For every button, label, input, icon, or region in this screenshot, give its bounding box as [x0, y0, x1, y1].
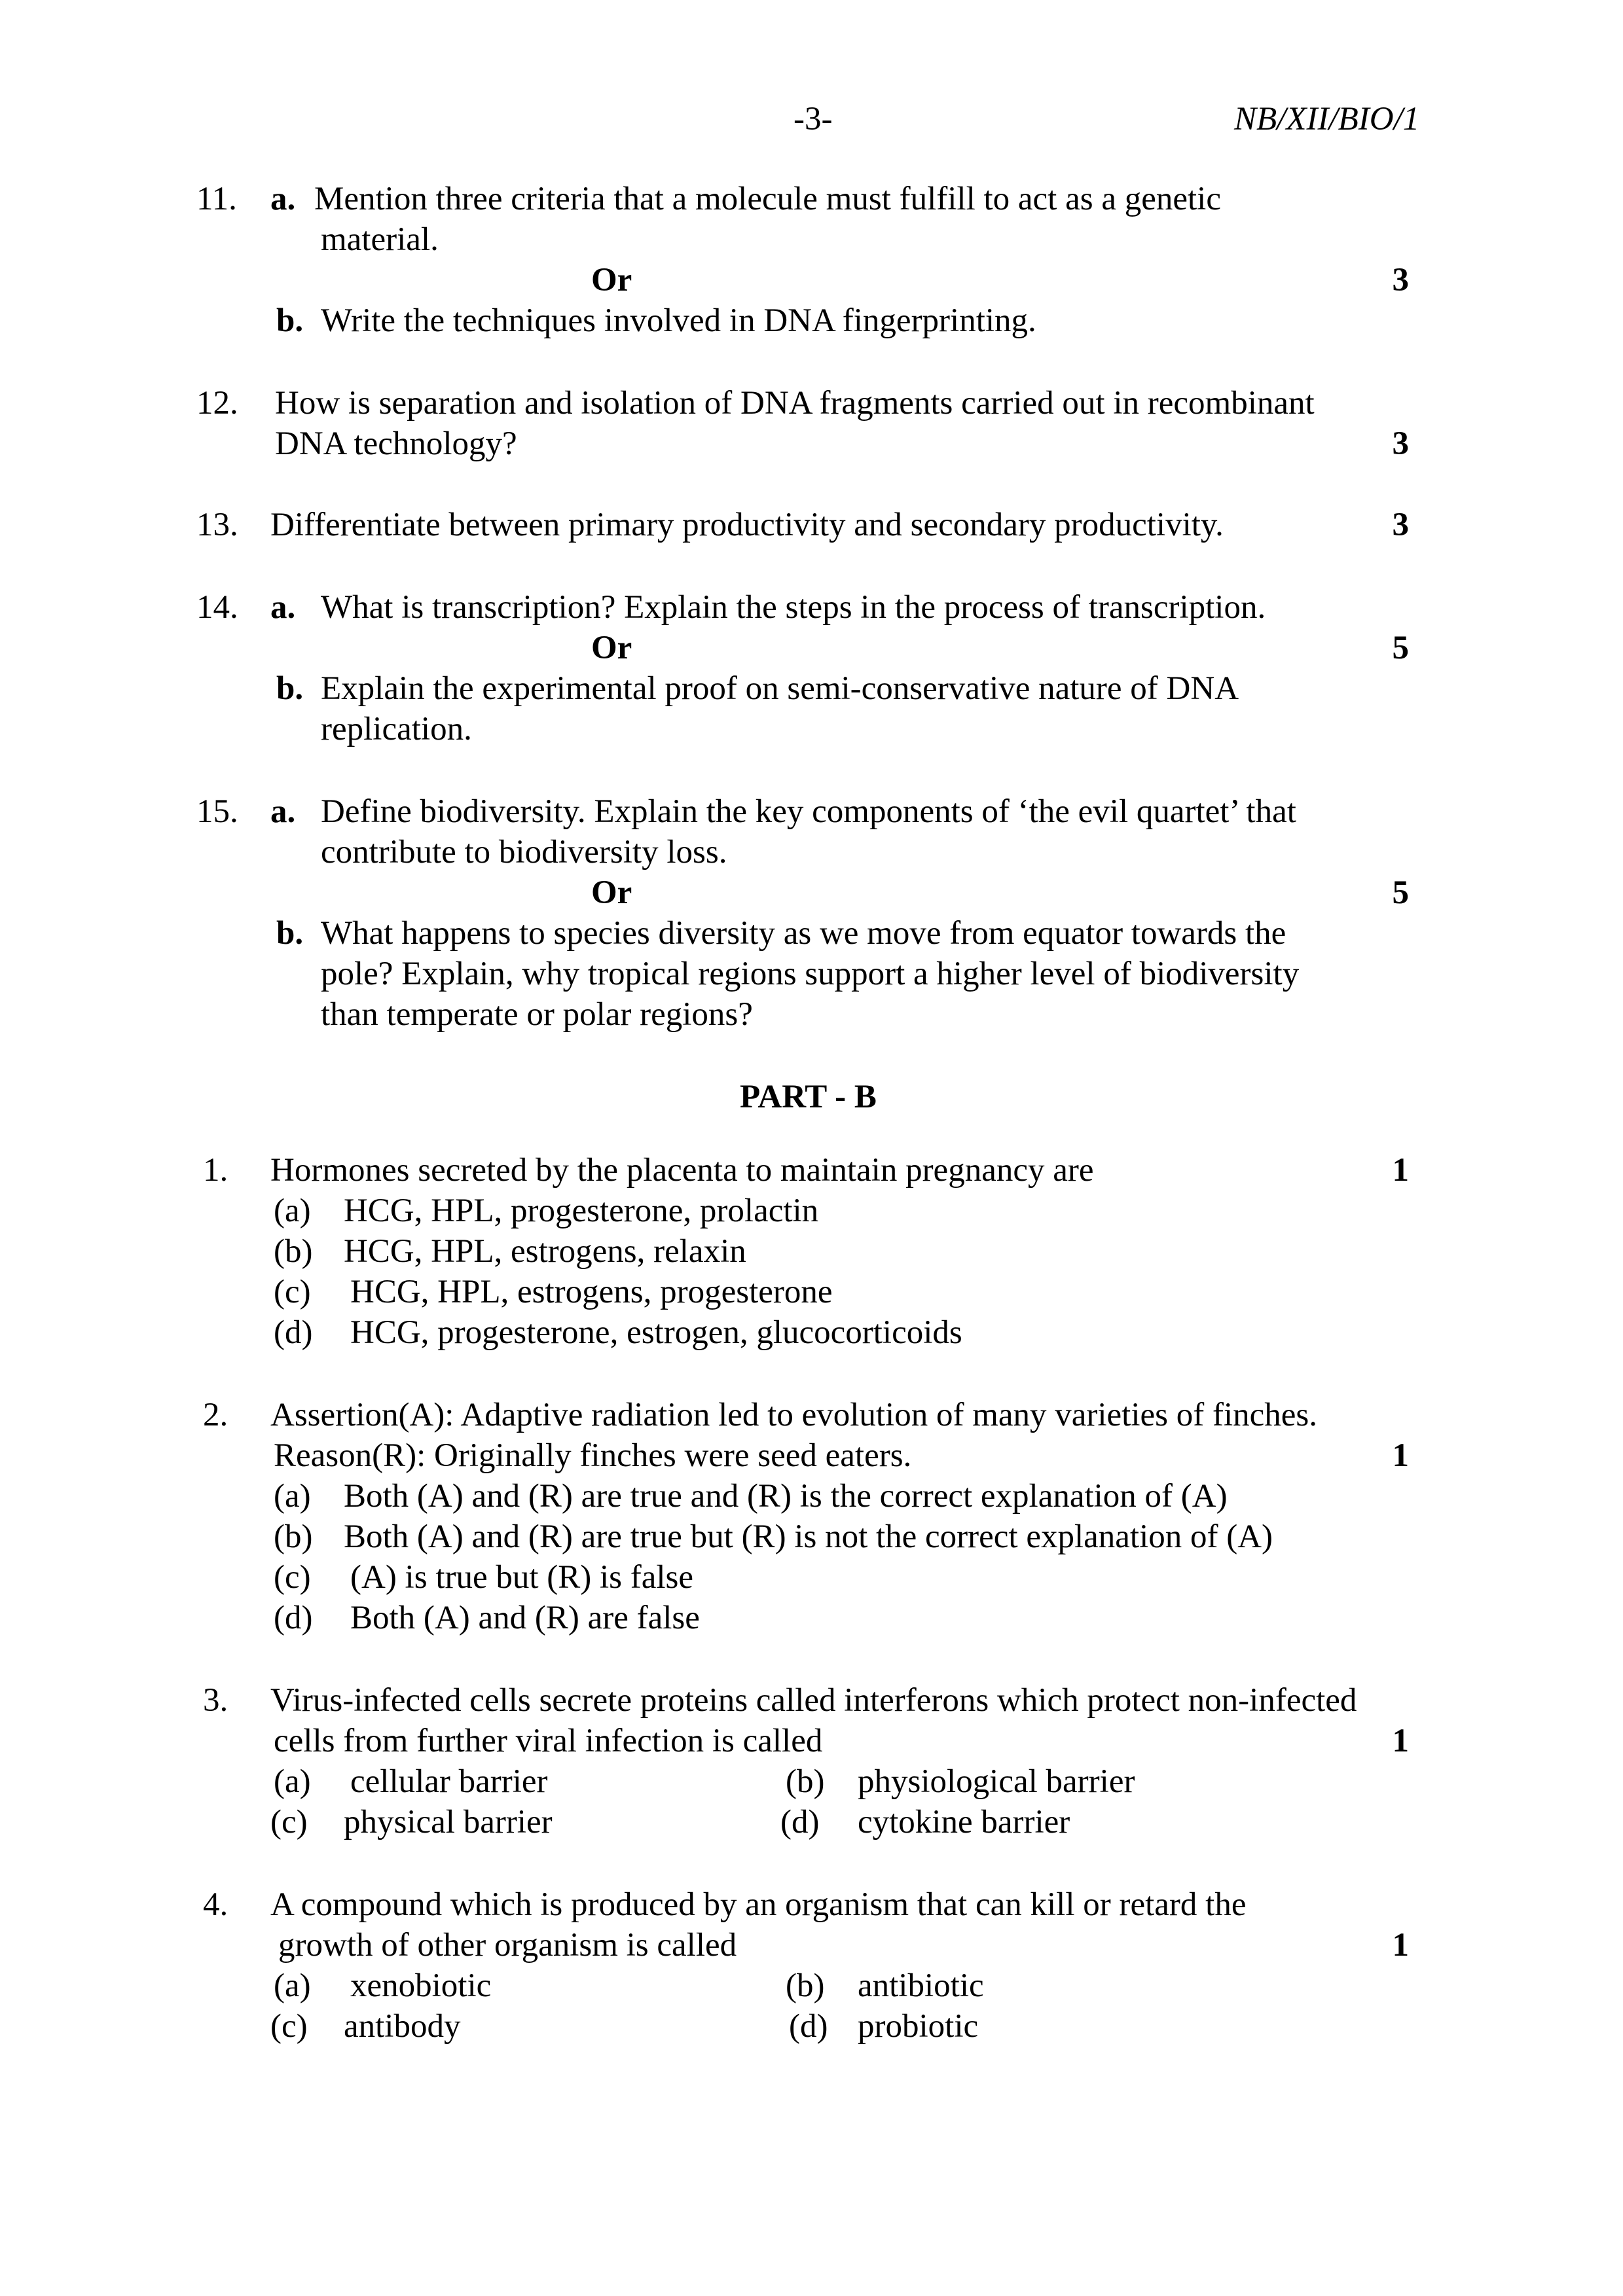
- option-text: antibiotic: [858, 1967, 984, 2004]
- option-label: (c): [274, 1559, 311, 1596]
- option-text: probiotic: [858, 2008, 979, 2045]
- option-text: Both (A) and (R) are true and (R) is the correct explanation of (A): [344, 1478, 1228, 1515]
- option-text: HCG, HPL, progesterone, prolactin: [344, 1193, 819, 1229]
- option-label: a.: [270, 589, 296, 626]
- option-label: (d): [274, 1600, 313, 1636]
- option-text: physiological barrier: [858, 1763, 1135, 1800]
- question-text: Write the techniques involved in DNA fingerprinting.: [321, 302, 1036, 339]
- section-title: PART - B: [740, 1079, 877, 1115]
- option-text: physical barrier: [344, 1804, 553, 1840]
- question-text: What happens to species diversity as we move from equator towards the: [321, 915, 1286, 952]
- option-label: (c): [274, 1274, 311, 1310]
- option-label: (b): [786, 1763, 825, 1800]
- marks: 1: [1392, 1152, 1409, 1189]
- marks: 1: [1392, 1437, 1409, 1474]
- question-number: 13.: [196, 507, 238, 543]
- option-label: a.: [270, 793, 296, 830]
- option-text: HCG, HPL, estrogens, relaxin: [344, 1233, 746, 1270]
- question-text: What is transcription? Explain the steps in the process of transcription.: [321, 589, 1266, 626]
- question-number: 1.: [203, 1152, 228, 1189]
- marks: 5: [1392, 630, 1409, 666]
- option-text: Both (A) and (R) are true but (R) is not the correct explanation of (A): [344, 1518, 1273, 1555]
- option-label: (c): [270, 1804, 308, 1840]
- paper-code: NB/XII/BIO/1: [1234, 101, 1420, 137]
- marks: 1: [1392, 1927, 1409, 1964]
- option-label: (a): [274, 1967, 311, 2004]
- question-number: 4.: [203, 1886, 228, 1923]
- or-label: Or: [591, 262, 632, 298]
- or-label: Or: [591, 630, 632, 666]
- marks: 3: [1392, 262, 1409, 298]
- page-number: -3-: [793, 101, 833, 137]
- question-text: Define biodiversity. Explain the key components of ‘the evil quartet’ that: [321, 793, 1296, 830]
- question-text: Assertion(A): Adaptive radiation led to evolution of many varieties of finches.: [270, 1397, 1318, 1433]
- option-label: (a): [274, 1478, 311, 1515]
- question-number: 11.: [196, 181, 237, 217]
- option-text: cellular barrier: [350, 1763, 548, 1800]
- option-label: (d): [789, 2008, 828, 2045]
- question-text: contribute to biodiversity loss.: [321, 834, 727, 870]
- question-text: How is separation and isolation of DNA fragments carried out in recombinant: [275, 385, 1315, 422]
- option-label: (c): [270, 2008, 308, 2045]
- question-text: Mention three criteria that a molecule must fulfill to act as a genetic: [314, 181, 1221, 217]
- question-text: DNA technology?: [275, 425, 517, 462]
- option-text: xenobiotic: [350, 1967, 492, 2004]
- question-number: 3.: [203, 1682, 228, 1719]
- question-text: Hormones secreted by the placenta to maintain pregnancy are: [270, 1152, 1094, 1189]
- marks: 5: [1392, 874, 1409, 911]
- option-label: a.: [270, 181, 296, 217]
- question-text: Virus-infected cells secrete proteins called interferons which protect non-infected: [270, 1682, 1357, 1719]
- or-label: Or: [591, 874, 632, 911]
- marks: 3: [1392, 425, 1409, 462]
- question-text: pole? Explain, why tropical regions support a higher level of biodiversity: [321, 956, 1300, 992]
- option-text: HCG, HPL, estrogens, progesterone: [350, 1274, 833, 1310]
- question-text: growth of other organism is called: [278, 1927, 737, 1964]
- question-number: 12.: [196, 385, 238, 422]
- question-number: 14.: [196, 589, 238, 626]
- option-label: (b): [274, 1518, 313, 1555]
- option-text: Both (A) and (R) are false: [350, 1600, 700, 1636]
- marks: 1: [1392, 1723, 1409, 1759]
- option-text: (A) is true but (R) is false: [350, 1559, 694, 1596]
- option-label: (b): [786, 1967, 825, 2004]
- question-text: material.: [321, 221, 439, 258]
- question-text: cells from further viral infection is called: [274, 1723, 823, 1759]
- option-text: cytokine barrier: [858, 1804, 1070, 1840]
- option-text: antibody: [344, 2008, 461, 2045]
- question-number: 15.: [196, 793, 238, 830]
- question-text: than temperate or polar regions?: [321, 996, 753, 1033]
- option-label: (d): [274, 1314, 313, 1351]
- option-label: (d): [780, 1804, 820, 1840]
- option-label: (b): [274, 1233, 313, 1270]
- marks: 3: [1392, 507, 1409, 543]
- option-label: (a): [274, 1763, 311, 1800]
- question-text: Reason(R): Originally finches were seed eaters.: [274, 1437, 912, 1474]
- option-label: b.: [276, 670, 304, 707]
- option-label: b.: [276, 915, 304, 952]
- question-text: replication.: [321, 711, 472, 747]
- question-text: A compound which is produced by an organism that can kill or retard the: [270, 1886, 1247, 1923]
- option-label: b.: [276, 302, 304, 339]
- question-text: Explain the experimental proof on semi-conservative nature of DNA: [321, 670, 1239, 707]
- question-text: Differentiate between primary productivity and secondary productivity.: [270, 507, 1224, 543]
- option-text: HCG, progesterone, estrogen, glucocorticoids: [350, 1314, 962, 1351]
- option-label: (a): [274, 1193, 311, 1229]
- question-number: 2.: [203, 1397, 228, 1433]
